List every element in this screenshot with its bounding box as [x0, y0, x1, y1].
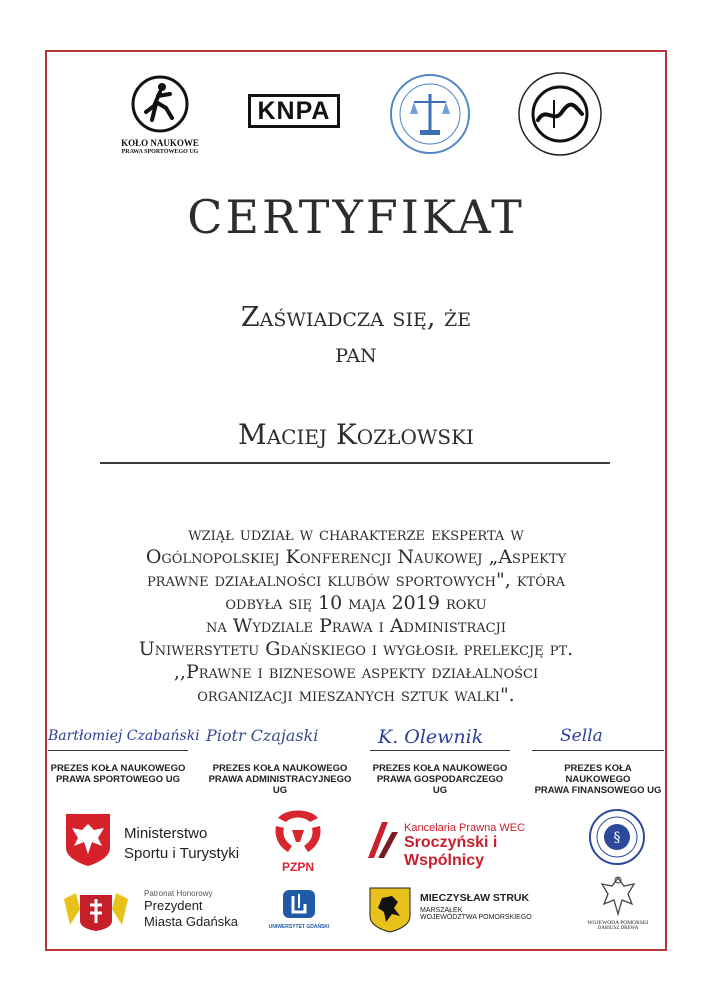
signatory-title	[370, 763, 510, 796]
signature-line	[370, 750, 510, 751]
pzpn-logo	[270, 808, 326, 874]
university-label: UNIWERSYTET GDAŃSKI	[268, 924, 330, 930]
knpa-logo	[248, 94, 340, 128]
attestation-line-1: Zaświadcza się, że	[240, 302, 472, 333]
law-firm-name-line-1: Kancelaria Prawna WEC	[404, 822, 526, 834]
signatory-1	[48, 728, 200, 785]
signatory-title-line-2: PRAWA SPORTOWEGO UG	[55, 774, 181, 785]
marshal-name: MIECZYSŁAW STRUK	[420, 892, 530, 904]
signatory-title	[206, 763, 354, 796]
body-line: ,,Prawne i biznesowe aspekty działalności	[173, 661, 539, 683]
signatory-2	[206, 726, 354, 796]
ministry-name-line-2: Sportu i Turystyki	[124, 845, 240, 862]
body-line: Uniwersytetu Gdańskiego i wygłosił prelekcję pt.	[138, 638, 574, 660]
svg-text:§: §	[613, 830, 621, 846]
polish-eagle-shield-icon	[64, 812, 112, 868]
gdansk-coat-of-arms-icon	[60, 889, 132, 933]
signature: K. Olewnik	[378, 726, 484, 748]
signatory-4	[532, 726, 664, 796]
mayor-line-2: Miasta Gdańska	[144, 914, 238, 929]
signatory-title	[48, 763, 188, 785]
runner-emblem-icon	[120, 74, 200, 134]
signatory-title-line-2: PRAWA FINANSOWEGO UG	[534, 785, 662, 796]
ministry-logo	[64, 812, 264, 872]
university-emblem-icon	[279, 888, 319, 922]
law-firm-logo	[366, 818, 566, 869]
kolo-naukowe-prawa-gospodarczego-logo	[388, 72, 472, 156]
law-firm-name-line-2: Sroczyński i Wspólnicy	[404, 834, 498, 869]
body-line: organizacji mieszanych sztuk walki".	[197, 684, 515, 706]
voivode-line-2: DARIUSZ DREWA	[597, 926, 639, 931]
voivode-line-1: WOJEWODA POMORSKI	[587, 920, 649, 926]
voivode-pomorskie-logo	[582, 874, 654, 944]
signatory-title-line-1: PREZES KOŁA NAUKOWEGO	[372, 763, 508, 774]
signature-line	[532, 750, 664, 751]
signature: Piotr Czajaski	[206, 726, 319, 745]
signatory-title-line-2: PRAWA GOSPODARCZEGO UG	[376, 774, 504, 796]
attestation-line-2: pan	[335, 338, 377, 369]
body-line: wziął udział w charakterze eksperta w	[188, 523, 524, 545]
certificate-title: CERTYFIKAT	[187, 190, 525, 244]
ministry-name-line-1: Ministerstwo	[124, 825, 208, 842]
law-firm-emblem-icon	[366, 818, 400, 862]
name-underline	[100, 462, 610, 464]
signature-line	[48, 750, 188, 751]
kolo-naukowe-sublabel: PRAWA SPORTOWEGO UG	[121, 149, 199, 155]
signatory-3	[370, 726, 510, 796]
signatory-title	[532, 763, 664, 796]
kolo-naukowe-prawa-sportowego-logo	[120, 74, 200, 154]
kolo-naukowe-prawa-finansowego-logo	[516, 70, 604, 158]
recipient-name: Maciej Kozłowski	[238, 418, 474, 451]
pzpn-label: PZPN	[281, 860, 314, 874]
signatory-title-line-1: PREZES KOŁA NAUKOWEGO	[50, 763, 186, 774]
kolo-naukowe-label: KOŁO NAUKOWE	[121, 138, 199, 148]
marshal-pomorskie-logo	[368, 886, 568, 938]
university-gdansk-logo	[264, 888, 334, 940]
body-line: prawne działalności klubów sportowych", która	[146, 569, 566, 591]
body-line: odbyła się 10 maja 2019 roku	[225, 592, 487, 614]
legal-seal-logo	[588, 808, 646, 866]
pzpn-ball-icon	[270, 808, 326, 856]
blue-seal-icon	[588, 808, 646, 866]
signature: Bartłomiej Czabański	[48, 728, 200, 744]
signatory-title-line-2: PRAWA ADMINISTRACYJNEGO UG	[208, 774, 352, 796]
signatory-title-line-1: PREZES KOŁA NAUKOWEGO	[212, 763, 348, 774]
signatory-title-line-1: PREZES KOŁA NAUKOWEGO	[564, 763, 632, 785]
body-line: Ogólnopolskiej Konferencji Naukowej „Aspekty	[145, 546, 567, 568]
patronage-label: Patronat Honorowy	[144, 889, 213, 898]
pomorskie-griffin-shield-icon	[368, 886, 412, 934]
marshal-title-line-2: WOJEWÓDZTWA POMORSKIEGO	[420, 914, 532, 921]
gdansk-mayor-patronage	[60, 885, 260, 945]
mayor-line-1: Prezydent	[144, 898, 203, 913]
certificate-body	[70, 523, 642, 707]
signature: Sella	[560, 726, 603, 746]
body-line: na Wydziale Prawa i Administracji	[206, 615, 506, 637]
knpa-label: KNPA	[257, 96, 331, 125]
white-eagle-icon	[598, 874, 638, 918]
scales-of-justice-icon	[388, 72, 472, 156]
finance-seal-icon	[516, 70, 604, 158]
attestation-text	[0, 300, 712, 372]
marshal-title-line-1: MARSZAŁEK	[420, 907, 463, 914]
